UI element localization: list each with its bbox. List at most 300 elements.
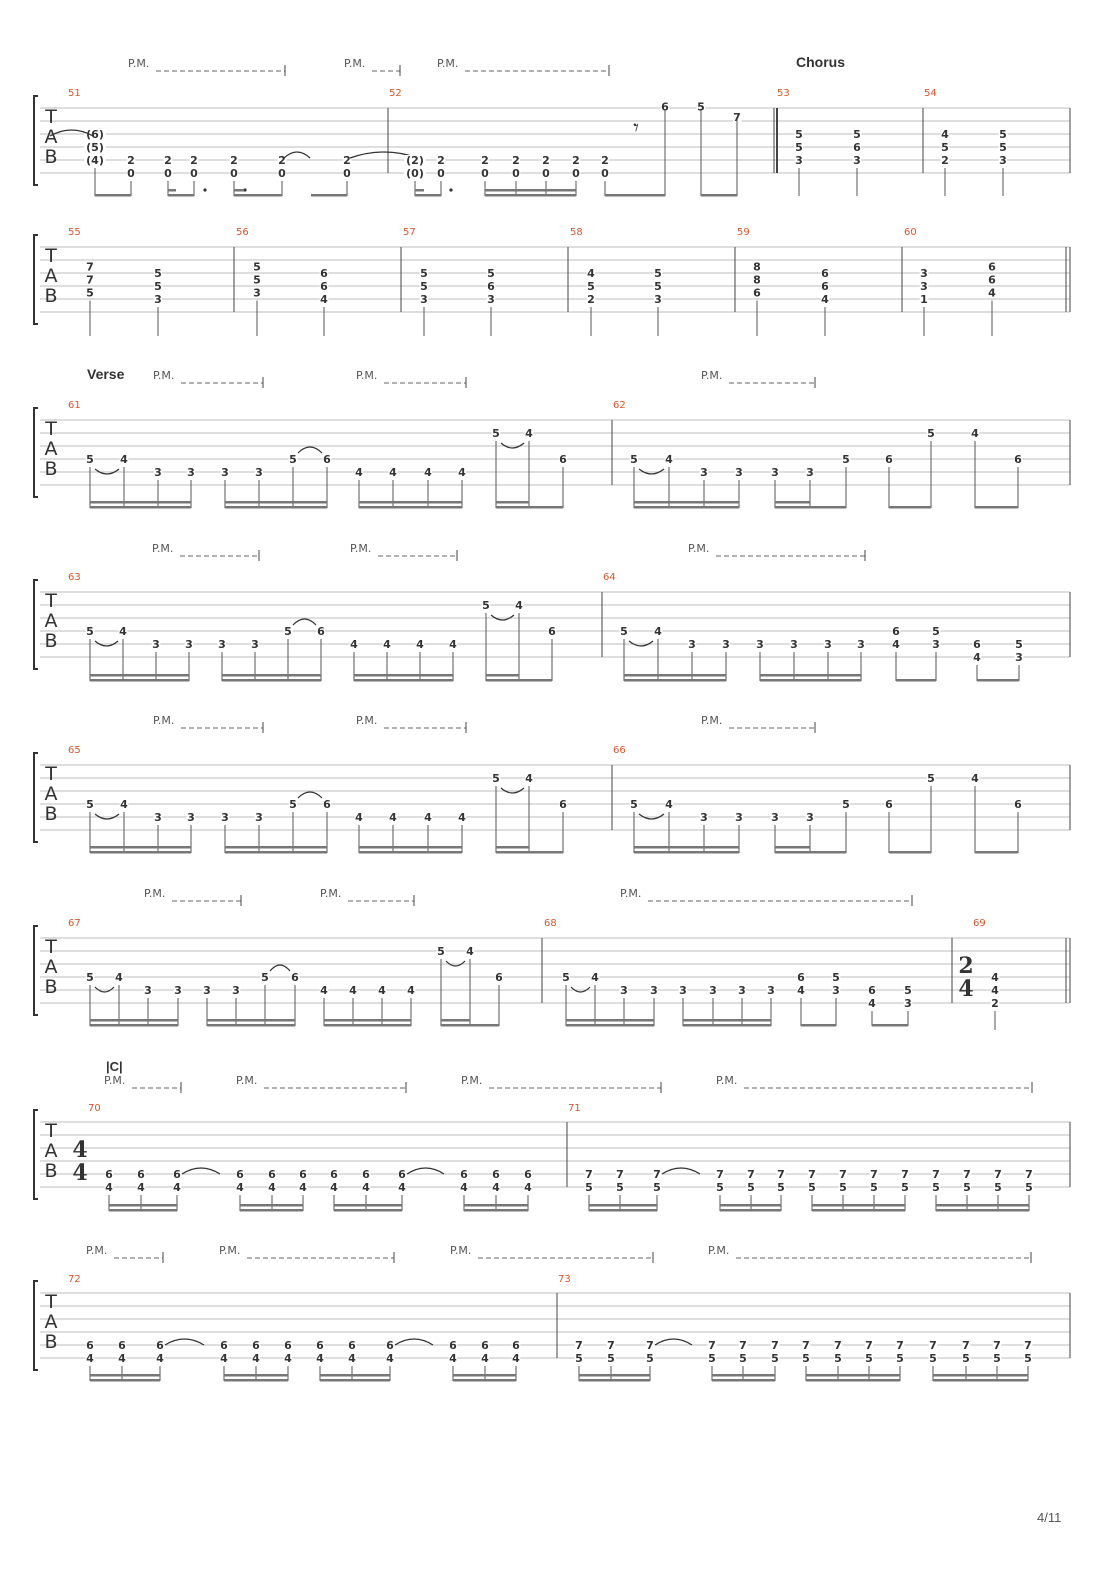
fret-number: 6	[973, 638, 981, 651]
measure-number: 54	[924, 88, 937, 99]
fret-number: 6	[524, 1168, 532, 1181]
fret-number: 5	[587, 280, 595, 293]
fret-number: 5	[896, 1352, 904, 1365]
fret-number: 4	[173, 1181, 181, 1194]
fret-number: 0	[542, 167, 550, 180]
fret-number: 5	[963, 1181, 971, 1194]
tab-clef-letter: A	[44, 265, 58, 287]
beam	[634, 506, 739, 509]
tab-clef-letter: T	[45, 418, 57, 440]
fret-number: 6	[853, 141, 861, 154]
beam	[634, 846, 739, 849]
beam	[775, 501, 810, 504]
tab-clef-letter: A	[44, 438, 58, 460]
beam	[222, 679, 321, 682]
beam	[441, 1019, 470, 1022]
tie-arc	[284, 152, 310, 158]
fret-number: 5	[842, 453, 850, 466]
staff-system	[34, 408, 1070, 497]
fret-number: 5	[253, 260, 261, 274]
palm-mute-label: P.M.	[716, 1074, 738, 1087]
fret-number: 3	[679, 984, 687, 997]
beam	[775, 846, 810, 849]
fret-number: 7	[616, 1168, 624, 1181]
fret-number: 6	[320, 280, 328, 293]
fret-number: 4	[398, 1181, 406, 1194]
beam	[896, 679, 936, 682]
beam	[889, 851, 931, 854]
fret-number: 6	[86, 1339, 94, 1352]
fret-number: 0	[343, 167, 351, 180]
palm-mute-label: P.M.	[688, 542, 710, 555]
system-bracket	[34, 96, 38, 185]
fret-number: 6	[988, 260, 996, 274]
beam	[605, 194, 665, 197]
tab-clef-letter: A	[44, 1140, 58, 1162]
beam	[812, 1209, 905, 1212]
fret-number: 7	[1025, 1168, 1033, 1181]
fret-number: 4	[988, 286, 996, 300]
fret-number: 2	[127, 154, 135, 167]
fret-number: 6	[386, 1339, 394, 1352]
beam	[464, 1204, 528, 1207]
fret-number: 5	[777, 1181, 785, 1194]
fret-number: 3	[144, 984, 152, 997]
tab-clef-letter: A	[44, 126, 58, 148]
fret-number: 4	[118, 1352, 126, 1365]
fret-number: 7	[708, 1339, 716, 1352]
fret-number: 7	[739, 1339, 747, 1352]
fret-number: 4	[591, 971, 599, 984]
fret-number: 5	[932, 625, 940, 638]
fret-number: 6	[323, 453, 331, 466]
fret-number: 4	[120, 453, 128, 466]
measure-number: 70	[88, 1103, 101, 1114]
fret-number: 6	[323, 798, 331, 811]
beam	[240, 1204, 303, 1207]
fret-number: 3	[487, 293, 495, 306]
tab-clef-letter: T	[45, 1291, 57, 1313]
fret-number: 7	[802, 1339, 810, 1352]
fret-number: 3	[1015, 651, 1023, 664]
tab-clef-letter: B	[44, 976, 58, 998]
beam	[359, 506, 462, 509]
fret-number: 4	[119, 625, 127, 638]
fret-number: 7	[963, 1168, 971, 1181]
tab-clef-letter: A	[44, 956, 58, 978]
beam	[806, 1379, 900, 1382]
fret-number: 5	[994, 1181, 1002, 1194]
beam	[775, 506, 810, 509]
fret-number: 6	[988, 273, 996, 287]
beam	[90, 1374, 160, 1377]
fret-number: 5	[482, 599, 490, 612]
fret-number: 2	[941, 154, 949, 167]
fret-number: 6	[492, 1168, 500, 1181]
fret-number: 5	[697, 100, 705, 114]
beam	[486, 679, 519, 682]
fret-number: 5	[832, 971, 840, 984]
tab-clef-letter: A	[44, 610, 58, 632]
system-bracket	[34, 235, 38, 324]
fret-number: 5	[261, 971, 269, 984]
fret-number: 4	[362, 1181, 370, 1194]
fret-number: 5	[962, 1352, 970, 1365]
beam	[683, 1024, 771, 1027]
fret-number: 6	[797, 971, 805, 984]
fret-number: 6	[137, 1168, 145, 1181]
fret-number: 4	[797, 984, 805, 997]
fret-number: 2	[542, 154, 550, 167]
fret-number: 4	[386, 1352, 394, 1365]
beam	[453, 1379, 516, 1382]
fret-number: 8	[753, 260, 761, 274]
fret-number: 6	[252, 1339, 260, 1352]
fret-number: 3	[253, 286, 261, 300]
fret-number: 5	[795, 128, 803, 141]
measure-number: 72	[68, 1274, 81, 1285]
fret-number: 2	[230, 154, 238, 167]
beam	[441, 1024, 470, 1027]
fret-number: 4	[868, 997, 876, 1010]
fret-number: 4	[665, 453, 673, 466]
fret-number: 0	[572, 167, 580, 180]
beam	[872, 1024, 908, 1027]
fret-number: 6	[1014, 453, 1022, 466]
fret-number: 6	[460, 1168, 468, 1181]
fret-number: 3	[700, 811, 708, 824]
fret-number: 6	[449, 1339, 457, 1352]
fret-number: 4	[355, 811, 363, 824]
beam	[496, 501, 529, 504]
fret-number: 4	[971, 427, 979, 440]
tab-clef-letter: B	[44, 803, 58, 825]
palm-mute-label: P.M.	[219, 1244, 241, 1257]
beam	[90, 1379, 160, 1382]
fret-number: 0	[601, 167, 609, 180]
fret-number: 6	[236, 1168, 244, 1181]
beam	[334, 1209, 402, 1212]
fret-number: 5	[653, 1181, 661, 1194]
beam	[889, 506, 931, 509]
fret-number: 5	[420, 267, 428, 280]
section-marker: Chorus	[796, 54, 845, 70]
fret-number: 7	[808, 1168, 816, 1181]
time-signature-den: 4	[72, 1160, 88, 1186]
system-bracket	[34, 1110, 38, 1199]
beam	[90, 674, 189, 677]
fret-number: 5	[1025, 1181, 1033, 1194]
fret-number: 3	[767, 984, 775, 997]
measure-number: 65	[68, 745, 81, 756]
beam	[933, 1379, 1028, 1382]
staff-system	[34, 753, 1070, 842]
fret-number: 7	[716, 1168, 724, 1181]
fret-number: 4	[941, 128, 949, 141]
palm-mute-label: P.M.	[152, 542, 174, 555]
fret-number: 0	[127, 167, 135, 180]
fret-number: 6	[821, 280, 829, 293]
beam	[775, 851, 810, 854]
fret-number: 6	[821, 267, 829, 280]
beam	[801, 1024, 836, 1027]
fret-number: 5	[616, 1181, 624, 1194]
fret-number: 4	[378, 984, 386, 997]
fret-number: 6	[317, 625, 325, 638]
fret-number: 3	[735, 466, 743, 479]
fret-number: 7	[994, 1168, 1002, 1181]
fret-number: 4	[416, 638, 424, 651]
beam	[634, 501, 739, 504]
fret-number: 7	[747, 1168, 755, 1181]
fret-number: 3	[920, 267, 928, 280]
fret-number: 2	[164, 154, 172, 167]
fret-number: 4	[973, 651, 981, 664]
beam	[109, 1204, 177, 1207]
fret-number: 5	[708, 1352, 716, 1365]
fret-number: 4	[350, 638, 358, 651]
fret-number: 3	[832, 984, 840, 997]
fret-number: 3	[152, 638, 160, 651]
fret-number: (5)	[86, 141, 104, 154]
beam	[975, 506, 1018, 509]
staff-system	[34, 1110, 1070, 1199]
fret-number: 5	[420, 280, 428, 293]
measure-number: 62	[613, 400, 626, 411]
fret-number: 5	[842, 798, 850, 811]
fret-number: 3	[420, 293, 428, 306]
fret-number: 6	[105, 1168, 113, 1181]
time-signature-num: 2	[958, 953, 974, 979]
beam	[354, 679, 453, 682]
fret-number: 6	[487, 280, 495, 293]
fret-number: 0	[190, 167, 198, 180]
beam	[812, 1204, 905, 1207]
palm-mute-label: P.M.	[701, 714, 723, 727]
measure-number: 56	[236, 227, 249, 238]
beam	[486, 674, 519, 677]
fret-number: 5	[802, 1352, 810, 1365]
beam	[320, 1374, 390, 1377]
fret-number: 5	[492, 427, 500, 440]
fret-number: 5	[562, 971, 570, 984]
fret-number: 4	[991, 971, 999, 984]
fret-number: 5	[1024, 1352, 1032, 1365]
fret-number: 7	[929, 1339, 937, 1352]
fret-number: 6	[398, 1168, 406, 1181]
fret-number: 5	[437, 945, 445, 958]
fret-number: 4	[316, 1352, 324, 1365]
fret-number: 4	[407, 984, 415, 997]
palm-mute-label: P.M.	[461, 1074, 483, 1087]
palm-mute-label: P.M.	[450, 1244, 472, 1257]
beam	[95, 194, 131, 197]
fret-number: 5	[808, 1181, 816, 1194]
fret-number: 3	[790, 638, 798, 651]
fret-number: 4	[821, 293, 829, 306]
fret-number: 6	[330, 1168, 338, 1181]
dot	[203, 188, 206, 191]
fret-number: 7	[865, 1339, 873, 1352]
fret-number: 5	[865, 1352, 873, 1365]
staff-system	[34, 926, 1070, 1015]
fret-number: 4	[525, 427, 533, 440]
fret-number: 3	[688, 638, 696, 651]
fret-number: 4	[525, 772, 533, 785]
fret-number: 4	[524, 1181, 532, 1194]
fret-number: 5	[901, 1181, 909, 1194]
fret-number: 5	[654, 267, 662, 280]
palm-mute-label: P.M.	[320, 887, 342, 900]
beam	[485, 194, 576, 197]
beam	[90, 851, 191, 854]
fret-number: 7	[962, 1339, 970, 1352]
fret-number: 4	[320, 293, 328, 306]
palm-mute-label: P.M.	[356, 369, 378, 382]
beam	[720, 1209, 781, 1212]
fret-number: 6	[481, 1339, 489, 1352]
beam	[90, 1024, 178, 1027]
fret-number: 5	[585, 1181, 593, 1194]
fret-number: 5	[620, 625, 628, 638]
tie-arc	[662, 1168, 700, 1174]
fret-number: 4	[449, 1352, 457, 1365]
beam	[90, 501, 191, 504]
beam	[90, 679, 189, 682]
fret-number: 5	[834, 1352, 842, 1365]
beam	[90, 506, 191, 509]
tab-clef-letter: T	[45, 763, 57, 785]
beam	[975, 851, 1018, 854]
beam	[589, 1204, 657, 1207]
beam	[225, 851, 327, 854]
fret-number: 3	[203, 984, 211, 997]
fret-number: 3	[735, 811, 743, 824]
fret-number: 6	[320, 267, 328, 280]
time-signature-num: 4	[72, 1137, 88, 1163]
beam	[415, 189, 424, 192]
fret-number: 6	[284, 1339, 292, 1352]
fret-number: 5	[654, 280, 662, 293]
measure-number: 61	[68, 400, 81, 411]
measure-number: 55	[68, 227, 81, 238]
fret-number: 5	[284, 625, 292, 638]
palm-mute-label: P.M.	[128, 57, 150, 70]
fret-number: 5	[487, 267, 495, 280]
fret-number: 3	[795, 154, 803, 167]
beam	[453, 1374, 516, 1377]
fret-number: 6	[868, 984, 876, 997]
fret-number: 3	[709, 984, 717, 997]
tie-arc	[293, 619, 316, 625]
fret-number: 5	[86, 286, 94, 300]
fret-number: 3	[824, 638, 832, 651]
palm-mute-label: P.M.	[153, 369, 175, 382]
system-bracket	[34, 1281, 38, 1370]
fret-number: 4	[86, 1352, 94, 1365]
system-bracket	[34, 753, 38, 842]
tab-clef-letter: B	[44, 630, 58, 652]
tie-arc	[655, 1339, 692, 1345]
fret-number: 3	[620, 984, 628, 997]
beam	[225, 506, 327, 509]
beam	[324, 1024, 411, 1027]
fret-number: 5	[289, 453, 297, 466]
fret-number: 5	[86, 453, 94, 466]
beam	[720, 1204, 781, 1207]
fret-number: 6	[1014, 798, 1022, 811]
measure-number: 51	[68, 88, 81, 99]
fret-number: 5	[646, 1352, 654, 1365]
beam	[224, 1374, 288, 1377]
fret-number: 4	[892, 638, 900, 651]
fret-number: 2	[572, 154, 580, 167]
fret-number: 3	[251, 638, 259, 651]
palm-mute-label: P.M.	[708, 1244, 730, 1257]
fret-number: 4	[348, 1352, 356, 1365]
fret-number: 4	[236, 1181, 244, 1194]
fret-number: 6	[892, 625, 900, 638]
fret-number: 2	[278, 154, 286, 167]
fret-number: 7	[901, 1168, 909, 1181]
fret-number: 0	[164, 167, 172, 180]
system-bracket	[34, 408, 38, 497]
fret-number: 4	[971, 772, 979, 785]
fret-number: 1	[920, 293, 928, 306]
fret-number: 3	[904, 997, 912, 1010]
beam	[207, 1019, 295, 1022]
fret-number: 0	[512, 167, 520, 180]
fret-number: 2	[601, 154, 609, 167]
measure-number: 66	[613, 745, 626, 756]
beam	[806, 1374, 900, 1377]
fret-number: 3	[700, 466, 708, 479]
beam	[168, 189, 176, 192]
fret-number: 4	[460, 1181, 468, 1194]
fret-number: 2	[587, 293, 595, 306]
tab-clef-letter: A	[44, 783, 58, 805]
beam	[485, 189, 576, 192]
palm-mute-label: P.M.	[437, 57, 459, 70]
fret-number: 3	[221, 466, 229, 479]
fret-number: 6	[316, 1339, 324, 1352]
fret-number: 4	[991, 984, 999, 997]
beam	[579, 1374, 650, 1377]
staff-system	[34, 1281, 1070, 1370]
fret-number: 4	[424, 466, 432, 479]
fret-number: 3	[806, 466, 814, 479]
fret-number: 5	[1015, 638, 1023, 651]
fret-number: 3	[154, 466, 162, 479]
fret-number: 3	[932, 638, 940, 651]
fret-number: 6	[559, 453, 567, 466]
fret-number: 6	[885, 798, 893, 811]
system-bracket	[34, 580, 38, 669]
beam	[320, 1379, 390, 1382]
beam	[936, 1209, 1029, 1212]
fret-number: 5	[853, 128, 861, 141]
time-signature-den: 4	[958, 976, 974, 1002]
beam	[760, 674, 861, 677]
fret-number: 3	[920, 280, 928, 293]
fret-number: 7	[1024, 1339, 1032, 1352]
beam	[359, 851, 462, 854]
fret-number: 5	[607, 1352, 615, 1365]
beam	[712, 1374, 775, 1377]
fret-number: 3	[154, 293, 162, 306]
beam	[624, 679, 726, 682]
measure-number: 71	[568, 1103, 581, 1114]
